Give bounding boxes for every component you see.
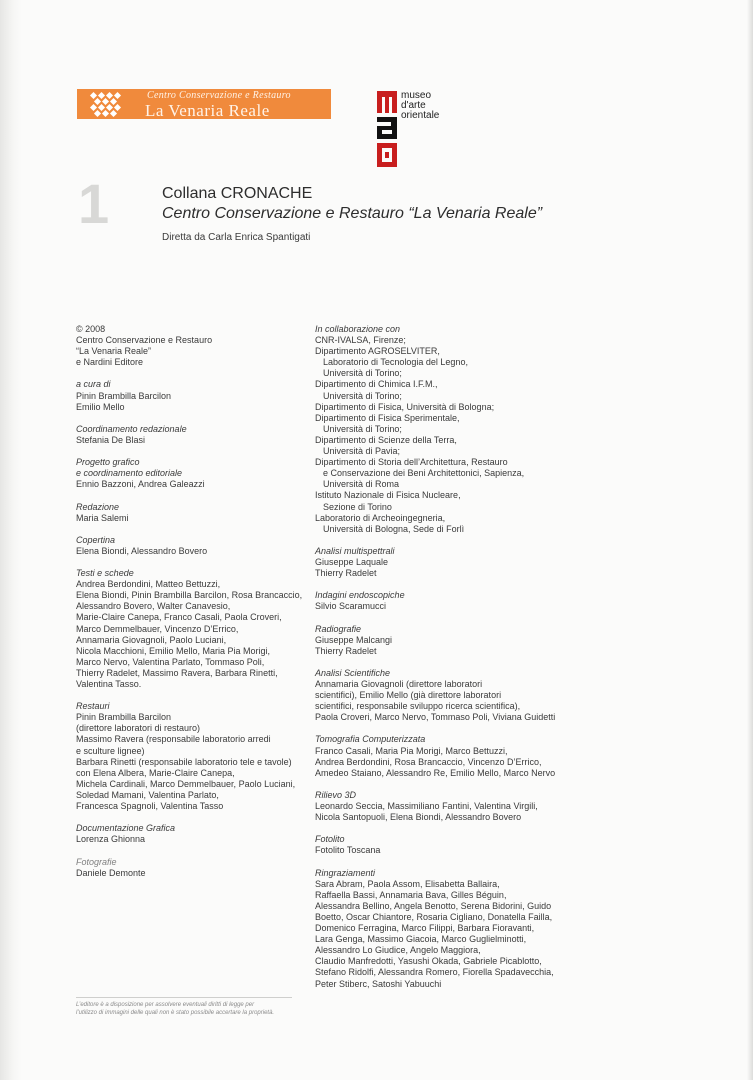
credit-line: Raffaella Bassi, Annamaria Bava, Gilles Béguin, <box>315 889 507 900</box>
credit-line: Nicola Macchioni, Emilio Mello, Maria Pia Morigi, <box>76 645 271 656</box>
credit-line: Andrea Berdondini, Rosa Brancaccio, Vincenzo D’Errico, <box>315 756 542 767</box>
credit-line: Dipartimento di Chimica I.F.M., <box>315 379 438 390</box>
credit-line: Franco Casali, Maria Pia Morigi, Marco Bettuzzi, <box>315 745 508 756</box>
credit-heading: Fotografie <box>76 856 117 867</box>
credit-block-analisi-scientifiche <box>315 668 735 723</box>
credit-line: Domenico Ferragina, Marco Filippi, Barbara Fioravanti, <box>315 923 535 934</box>
credit-line: Valentina Tasso. <box>76 679 142 689</box>
credit-block-fotografie <box>76 857 301 879</box>
credit-line: Emilio Mello <box>76 401 125 412</box>
credit-line: Dipartimento di Fisica, Università di Bologna; <box>315 401 495 412</box>
credit-line: Thierry Radelet <box>315 645 377 656</box>
credit-line: Annamaria Giovagnoli (direttore laboratori <box>315 679 483 689</box>
credit-heading: a cura di <box>76 379 111 390</box>
credit-block-rilievo-3d <box>315 790 735 823</box>
credit-block-a-cura-di <box>76 379 301 412</box>
credit-line: Francesca Spagnoli, Valentina Tasso <box>76 801 224 812</box>
credit-line: Thierry Radelet <box>315 568 377 579</box>
credit-line: Soledad Mamani, Valentina Parlato, <box>76 789 219 800</box>
credit-line: Nicola Santopuoli, Elena Biondi, Alessandro Bovero <box>315 812 522 823</box>
credit-line: Università di Torino; <box>323 390 402 401</box>
credit-block-radiografie <box>315 624 735 657</box>
ccr-pattern-square <box>114 92 121 99</box>
ccr-logo-line1: Centro Conservazione e Restauro <box>147 90 291 101</box>
credit-line: Stefania De Blasi <box>76 434 146 445</box>
credit-line: Alessandro Lo Giudice, Angelo Maggiora, <box>315 945 481 956</box>
credit-line: Pinin Brambilla Barcilon <box>76 712 172 723</box>
credit-line: Amedeo Staiano, Alessandro Re, Emilio Mello, Marco Nervo <box>315 767 556 778</box>
credit-heading: Copertina <box>76 534 116 545</box>
credit-line: Claudio Manfredotti, Yasushi Okada, Gabriele Picablotto, <box>315 956 542 967</box>
page-edge-shadow <box>0 0 22 1080</box>
mao-logo-line2: d'arte <box>401 100 426 111</box>
page-edge-shadow-right <box>747 0 753 1080</box>
credit-line: Paola Croveri, Marco Nervo, Tommaso Poli, Viviana Guidetti <box>315 712 556 723</box>
credit-line: Centro Conservazione e Restauro <box>76 335 213 346</box>
footnote-line: l’utilizzo di immagini delle quali non è stato possibile accertare la proprietà. <box>76 1010 275 1016</box>
credit-line: Annamaria Giovagnoli, Paolo Luciani, <box>76 634 227 645</box>
credits-left-column <box>76 324 301 890</box>
credit-line: Marie-Claire Canepa, Franco Casali, Paola Croveri, <box>76 612 282 623</box>
credit-block-fotolito <box>315 834 735 856</box>
credit-line: Fotolito Toscana <box>315 845 381 856</box>
credit-line: Andrea Berdondini, Matteo Bettuzzi, <box>76 579 221 590</box>
credit-line: CNR-IVALSA, Firenze; <box>315 335 406 346</box>
credit-line: (direttore laboratori di restauro) <box>76 723 201 734</box>
credit-line: Dipartimento di Fisica Sperimentale, <box>315 412 460 423</box>
credit-line: Università di Bologna, Sede di Forlì <box>323 523 465 534</box>
series-subtitle: Centro Conservazione e Restauro “La Venaria Reale” <box>162 205 543 222</box>
credit-line: Dipartimento di Scienze della Terra, <box>315 434 457 445</box>
credit-heading: Indagini endoscopiche <box>315 590 405 601</box>
series-director: Diretta da Carla Enrica Spantigati <box>162 232 311 243</box>
credit-heading: Coordinamento redazionale <box>76 423 187 434</box>
credit-line: Leonardo Seccia, Massimiliano Fantini, Valentina Virgili, <box>315 801 538 812</box>
credit-line: Università di Torino; <box>323 368 402 379</box>
credit-block-documentazione-grafica <box>76 823 301 845</box>
credit-line: Laboratorio di Archeoingegneria, <box>315 512 446 523</box>
ccr-venaria-logo <box>77 89 331 119</box>
credit-line: Thierry Radelet, Massimo Ravera, Barbara Rinetti, <box>76 667 278 678</box>
mao-museum-logo <box>377 91 477 171</box>
copyright-footnote <box>76 1001 298 1017</box>
credit-heading: Fotolito <box>315 834 345 845</box>
ccr-pattern-square <box>114 104 121 111</box>
credit-line: Lorenza Ghionna <box>76 834 146 845</box>
credit-block-progetto-grafico <box>76 457 301 490</box>
credit-line: Marco Demmelbauer, Vincenzo D’Errico, <box>76 623 239 634</box>
credit-line: e Conservazione dei Beni Architettonici, Sapienza, <box>323 468 525 479</box>
credit-heading: e coordinamento editoriale <box>76 468 183 479</box>
credit-line: Giuseppe Malcangi <box>315 634 393 645</box>
credit-block-copertina <box>76 535 301 557</box>
credit-heading: Tomografia Computerizzata <box>315 734 426 745</box>
credits-right-column <box>315 324 735 1001</box>
series-title: Collana CRONACHE <box>162 185 313 202</box>
series-number: 1 <box>78 172 110 235</box>
credit-line: Sezione di Torino <box>323 501 392 512</box>
credit-heading: Testi e schede <box>76 568 134 579</box>
credit-heading: Ringraziamenti <box>315 867 376 878</box>
credit-block-testi-e-schede <box>76 568 301 690</box>
credit-block-tomografia-computerizzata <box>315 734 735 778</box>
credit-heading: Progetto grafico <box>76 457 140 468</box>
credit-line: © 2008 <box>76 324 106 334</box>
credit-line: Pinin Brambilla Barcilon <box>76 390 172 401</box>
credit-heading: Rilievo 3D <box>315 789 357 800</box>
credit-line: Università di Pavia; <box>323 446 401 457</box>
credit-line: Maria Salemi <box>76 512 129 523</box>
credit-block-restauri <box>76 701 301 812</box>
credit-line: e Nardini Editore <box>76 357 144 368</box>
credit-line: Dipartimento di Storia dell’Architettura, Restauro <box>315 457 508 468</box>
credit-heading: Analisi Scientifiche <box>315 667 391 678</box>
credit-line: Boetto, Oscar Chiantore, Rosaria Cigliano, Donatella Failla, <box>315 911 553 922</box>
ccr-pattern-square <box>102 110 109 117</box>
credit-line: Silvio Scaramucci <box>315 601 387 612</box>
credit-line: Istituto Nazionale di Fisica Nucleare, <box>315 490 461 501</box>
credit-heading: Radiografie <box>315 623 362 634</box>
mao-logo-line1: museo <box>401 90 432 101</box>
credit-line: e sculture lignee) <box>76 745 145 756</box>
credit-block-in-collaborazione-con <box>315 324 735 535</box>
credit-line: Alessandro Bovero, Walter Canavesio, <box>76 601 231 612</box>
credit-line: Daniele Demonte <box>76 867 146 878</box>
credit-block-analisi-multispettrali <box>315 546 735 579</box>
mao-logo-line3: orientale <box>401 110 440 121</box>
credit-line: Stefano Ridolfi, Alessandra Romero, Fiorella Spadavecchia, <box>315 967 554 978</box>
ccr-diamond-pattern-icon <box>77 89 135 119</box>
credit-line: Marco Nervo, Valentina Parlato, Tommaso Poli, <box>76 656 265 667</box>
credit-line: Università di Torino; <box>323 423 402 434</box>
credit-line: Elena Biondi, Pinin Brambilla Barcilon, Rosa Brancaccio, <box>76 590 303 601</box>
credit-block-copyright <box>76 324 301 368</box>
credit-line: Michela Cardinali, Marco Demmelbauer, Paolo Luciani, <box>76 778 296 789</box>
footnote-line: L’editore è a disposizione per assolvere eventuali diritti di legge per <box>76 1002 255 1008</box>
credit-line: Laboratorio di Tecnologia del Legno, <box>323 357 468 368</box>
credit-block-ringraziamenti <box>315 868 735 990</box>
ccr-pattern-square <box>94 110 101 117</box>
credit-line: Peter Stiberc, Satoshi Yabuuchi <box>315 978 442 989</box>
ccr-pattern-square <box>110 110 117 117</box>
credit-heading: Analisi multispettrali <box>315 545 395 556</box>
mao-logo-mark-icon <box>377 91 397 171</box>
credit-line: Giuseppe Laquale <box>315 556 389 567</box>
credit-line: Alessandra Bellino, Angela Benotto, Serena Bidorini, Guido <box>315 900 552 911</box>
credit-line: Università di Roma <box>323 479 400 490</box>
credit-line: scientifici), Emilio Mello (già direttore laboratori <box>315 690 502 701</box>
credit-block-coordinamento-redazionale <box>76 424 301 446</box>
credit-line: con Elena Albera, Marie-Claire Canepa, <box>76 767 235 778</box>
credit-line: Elena Biondi, Alessandro Bovero <box>76 545 208 556</box>
credit-heading: Restauri <box>76 701 110 712</box>
credit-line: scientifici, responsabile sviluppo ricerca scientifica), <box>315 701 521 712</box>
credit-block-redazione <box>76 502 301 524</box>
credit-heading: Redazione <box>76 501 120 512</box>
credit-block-indagini-endoscopiche <box>315 590 735 612</box>
footnote-divider <box>76 997 292 998</box>
credit-heading: In collaborazione con <box>315 324 401 334</box>
credit-line: Ennio Bazzoni, Andrea Galeazzi <box>76 479 205 490</box>
credit-line: Lara Genga, Massimo Giacoia, Marco Guglielminotti, <box>315 934 527 945</box>
credit-line: Barbara Rinetti (responsabile laboratorio tele e tavole) <box>76 756 292 767</box>
credit-line: Dipartimento AGROSELVITER, <box>315 346 440 357</box>
ccr-logo-line2: La Venaria Reale <box>145 101 270 120</box>
credit-line: “La Venaria Reale” <box>76 346 152 357</box>
credit-heading: Documentazione Grafica <box>76 823 176 834</box>
credit-line: Sara Abram, Paola Assom, Elisabetta Ballaira, <box>315 878 500 889</box>
credit-line: Massimo Ravera (responsabile laboratorio arredi <box>76 734 271 745</box>
